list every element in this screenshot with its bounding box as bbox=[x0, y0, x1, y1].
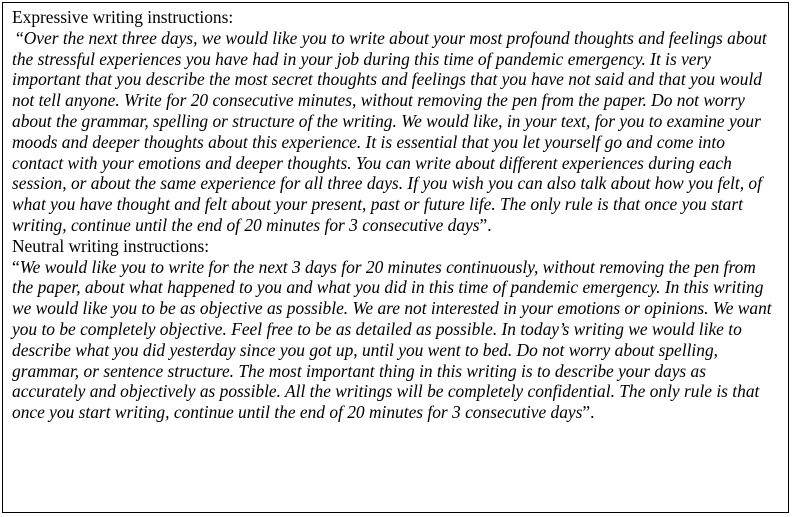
neutral-instructions bbox=[12, 257, 780, 423]
neutral-close-quote: ”. bbox=[582, 402, 595, 423]
expressive-instructions-text: Over the next three days, we would like you to write about your most profound thoughts and feelings about the stressful experiences you have had in your job during this time of pandemic emergency. It is very important that you describe the most secret thoughts and feelings that you have not said and that you would not tell anyone. Write for 20 consecutive minutes, without removing the pen from the paper. Do not worry about the grammar, spelling or structure of the writing. We would like, in your text, for you to examine your moods and deeper thoughts about this experience. It is essential that you let yourself go and come into contact with your emotions and deeper thoughts. You can write about different experiences during each session, or about the same experience for all three days. If you wish you can also talk about how you felt, of what you have thought and felt about your present, past or future life. The only rule is that once you start writing, continue until the end of 20 minutes for 3 consecutive days bbox=[12, 27, 767, 235]
expressive-instructions bbox=[12, 28, 780, 236]
neutral-open-quote: “ bbox=[12, 256, 20, 277]
expressive-heading: Expressive writing instructions: bbox=[12, 7, 234, 27]
neutral-heading: Neutral writing instructions: bbox=[12, 235, 210, 256]
neutral-instructions-text: We would like you to write for the next 3 days for 20 minutes continuously, without removing the pen from the paper, about what happened to you and what you did in this time of pandemic emergency. In this writing we would like you to be as objective as possible. We are not interested in your emotions or opinions. We want you to be completely objective. Feel free to be as detailed as possible. In today’s writing we would like to describe what you did yesterday since you got up, until you went to bed. Do not worry about spelling, grammar, or sentence structure. The most important thing in this writing is to describe your days as accurately and objectively as possible. All the writings will be completely confidential. The only rule is that once you start writing, continue until the end of 20 minutes for 3 consecutive days bbox=[12, 256, 772, 423]
expressive-open-quote: “ bbox=[16, 27, 24, 48]
instructions-box bbox=[2, 2, 789, 513]
expressive-close-quote: ”. bbox=[479, 214, 492, 235]
